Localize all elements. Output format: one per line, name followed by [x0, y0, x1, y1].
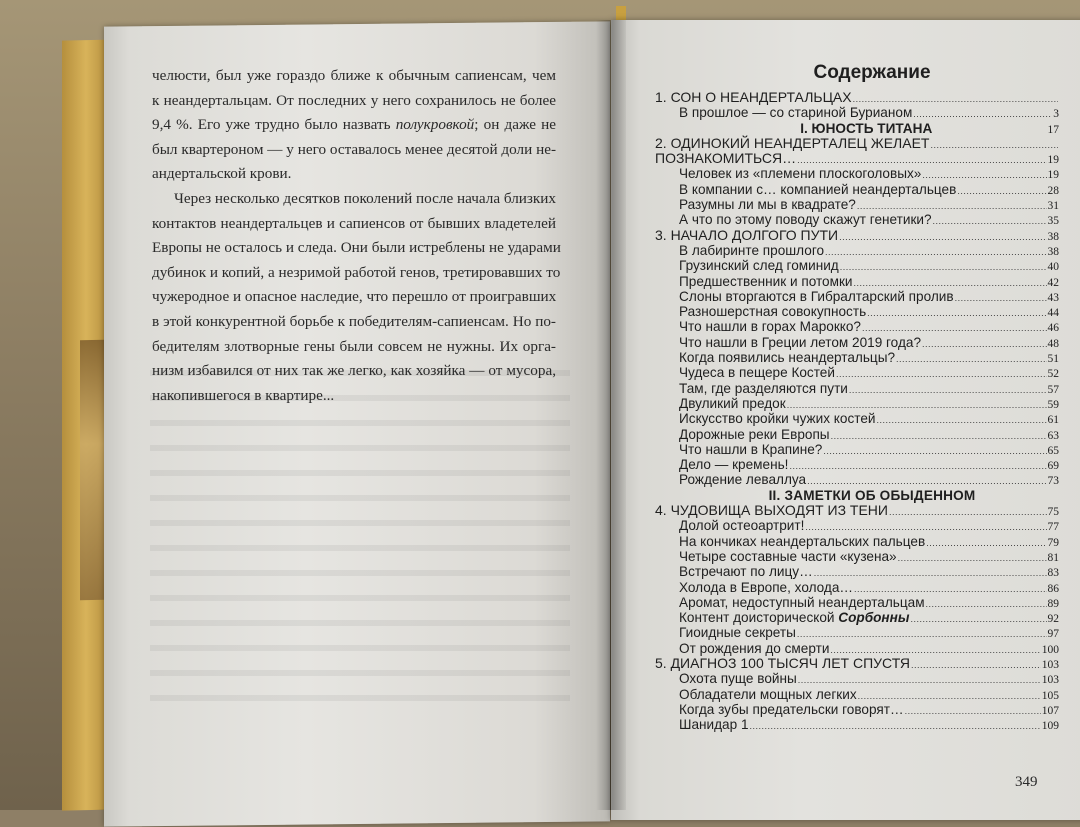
toc-page-number: 57: [1047, 383, 1059, 396]
toc-entry: [655, 687, 1059, 702]
toc-leader-dots: [839, 230, 1046, 245]
toc-page-number: 73: [1047, 475, 1059, 488]
toc-label: 2. ОДИНОКИЙ НЕАНДЕРТАЛЕЦ ЖЕЛАЕТ: [655, 134, 930, 151]
toc-entry: [655, 411, 1059, 426]
toc-leader-dots: [840, 260, 1047, 275]
toc-leader-dots: [896, 352, 1046, 367]
toc-page-number: 46: [1047, 322, 1059, 335]
toc-leader-dots: [926, 536, 1046, 551]
toc-list: [655, 90, 1059, 732]
toc-entry: [655, 427, 1059, 442]
toc-page-number: 28: [1047, 184, 1059, 197]
toc-label: Аромат, недоступный неандертальцам: [679, 594, 925, 610]
toc-label: В компании с… компанией неандертальцев: [679, 181, 957, 197]
toc-leader-dots: [823, 444, 1046, 459]
toc-page-number: 89: [1047, 597, 1059, 610]
toc-entry: [655, 381, 1059, 396]
toc-label: Грузинский след гоминид: [679, 258, 839, 274]
toc-label: Предшественник и потомки: [679, 273, 853, 289]
toc-page-number: 75: [1047, 506, 1059, 519]
toc-entry: [655, 396, 1059, 411]
toc-leader-dots: [910, 612, 1046, 627]
toc-label: Когда появились неандертальцы?: [679, 350, 896, 366]
text-line: Через несколько десятков поколений после начала близких: [174, 189, 557, 207]
toc-leader-dots: [836, 367, 1047, 382]
toc-label: Контент доисторической Сорбонны: [679, 610, 910, 626]
toc-leader-dots: [933, 214, 1047, 229]
toc-chapter: [655, 90, 1059, 105]
toc-entry: [655, 335, 1059, 350]
toc-entry: [655, 365, 1059, 380]
toc-leader-dots: [955, 291, 1047, 306]
toc-label: ПОЗНАКОМИТЬСЯ…: [655, 150, 797, 167]
toc-entry: [655, 641, 1059, 656]
toc-page-number: 61: [1047, 414, 1059, 427]
toc-leader-dots: [922, 337, 1047, 352]
toc-label: Там, где разделяются пути: [679, 380, 848, 396]
toc-page-number: 92: [1047, 613, 1059, 626]
toc-label: Гиоидные секреты: [679, 625, 796, 641]
toc-label: 4. ЧУДОВИЩА ВЫХОДЯТ ИЗ ТЕНИ: [655, 502, 888, 519]
toc-label: Слоны вторгаются в Гибралтарский пролив: [679, 288, 954, 304]
toc-entry: [655, 258, 1059, 273]
toc-label: Разношерстная совокупность: [679, 304, 867, 320]
toc-label: Искусство кройки чужих костей: [679, 411, 876, 427]
toc-page-number: 43: [1047, 291, 1059, 304]
toc-leader-dots: [926, 597, 1047, 612]
toc-entry: [655, 212, 1059, 227]
toc-page-number: 38: [1047, 245, 1059, 258]
table-of-contents: [655, 62, 1059, 732]
toc-entry: [655, 319, 1059, 334]
book-gutter: [596, 20, 626, 810]
toc-leader-dots: [957, 184, 1046, 199]
toc-page-number: 35: [1047, 215, 1059, 228]
toc-label: На кончиках неандертальских пальцев: [679, 533, 926, 549]
toc-page-number: 51: [1047, 353, 1059, 366]
toc-page-number: 40: [1047, 261, 1059, 274]
toc-page-number: 42: [1047, 276, 1059, 289]
toc-entry: [655, 518, 1059, 533]
toc-page-number: 48: [1047, 337, 1059, 350]
toc-label: 3. НАЧАЛО ДОЛГОГО ПУТИ: [655, 226, 839, 243]
toc-label: Двуликий предок: [679, 395, 786, 411]
toc-leader-dots: [889, 505, 1047, 520]
toc-entry: [655, 197, 1059, 212]
left-page-text: [152, 64, 561, 408]
toc-label: Обладатели мощных легких: [679, 686, 857, 702]
toc-entry: [655, 610, 1059, 625]
toc-leader-dots: [898, 551, 1047, 566]
toc-label: Рождение леваллуа: [679, 472, 807, 488]
toc-page-number: 81: [1047, 551, 1059, 564]
text-line: контактов неандертальцев и сапиенсов от бывших владетелей: [152, 214, 556, 232]
toc-page-number: 103: [1041, 674, 1059, 687]
toc-page-number: 59: [1047, 398, 1059, 411]
toc-page-number: 38: [1047, 230, 1059, 243]
toc-part-heading: II. ЗАМЕТКИ ОБ ОБЫДЕННОМ: [768, 487, 976, 503]
text-line: чужеродное и опасное наследие, что перешло от проигравших: [152, 288, 557, 306]
toc-label: 5. ДИАГНОЗ 100 ТЫСЯЧ ЛЕТ СПУСТЯ: [655, 654, 911, 671]
italic-word: Сорбонны: [838, 610, 910, 626]
toc-leader-dots: [930, 138, 1058, 153]
toc-label: Когда зубы предательски говорят…: [679, 701, 904, 717]
toc-leader-dots: [867, 306, 1046, 321]
toc-entry: [655, 671, 1059, 686]
toc-page-number: 103: [1041, 658, 1059, 671]
toc-page-number: 83: [1047, 567, 1059, 580]
text-line: к неандертальцам. От последних у него сохранилось не более: [152, 91, 556, 109]
toc-label: В прошлое — со стариной Бурианом: [679, 105, 913, 121]
toc-entry: [655, 625, 1059, 640]
toc-page-number: 107: [1041, 704, 1059, 717]
toc-page-number: 79: [1047, 536, 1059, 549]
toc-page-number: 3: [1053, 108, 1059, 121]
toc-page-number: 52: [1047, 368, 1059, 381]
toc-label: Дорожные реки Европы: [679, 426, 830, 442]
toc-page-number: 77: [1047, 521, 1059, 534]
toc-page-number: 19: [1047, 169, 1059, 182]
toc-leader-dots: [905, 704, 1041, 719]
toc-page-number: 63: [1047, 429, 1059, 442]
toc-chapter: [655, 136, 1059, 151]
toc-page-number: 86: [1047, 582, 1059, 595]
toc-page-number: 65: [1047, 444, 1059, 457]
text-line: 9,4 %. Его уже трудно было назвать полукровкой; он даже не: [152, 116, 557, 134]
toc-label: Что нашли в горах Марокко?: [679, 319, 861, 335]
toc-entry: [655, 595, 1059, 610]
toc-entry: [655, 580, 1059, 595]
toc-leader-dots: [849, 383, 1047, 398]
text-line: низм избавился от них так же легко, как хозяйка — от мусора,: [152, 362, 556, 380]
toc-label: I. ЮНОСТЬ ТИТАНА: [800, 120, 933, 136]
toc-entry: [655, 472, 1059, 487]
toc-label: Шанидар 1: [679, 717, 749, 733]
toc-label: Четыре составные части «кузена»: [679, 548, 897, 564]
toc-entry: [655, 457, 1059, 472]
toc-entry: [655, 105, 1059, 120]
toc-page-number: 44: [1047, 307, 1059, 320]
toc-leader-dots: [825, 245, 1046, 260]
toc-leader-dots: [831, 429, 1047, 444]
toc-page-number: 105: [1041, 689, 1059, 702]
toc-entry: [655, 166, 1059, 181]
toc-leader-dots: [797, 627, 1047, 642]
toc-label: 1. СОН О НЕАНДЕРТАЛЬЦАХ: [655, 89, 852, 105]
toc-label: Холода в Европе, холода…: [679, 579, 854, 595]
toc-label: Что нашли в Греции летом 2019 года?: [679, 334, 921, 350]
text-line: Европы не осталось и следа. Они были истреблены не ударами: [152, 239, 561, 257]
toc-entry: [655, 564, 1059, 579]
toc-page-number: 69: [1047, 460, 1059, 473]
toc-label: Что нашли в Крапине?: [679, 441, 823, 457]
toc-entry: [655, 289, 1059, 304]
toc-leader-dots: [750, 719, 1041, 734]
toc-entry: [655, 549, 1059, 564]
toc-entry: [655, 243, 1059, 258]
toc-page-number: 31: [1047, 200, 1059, 213]
text-line: накопившегося в квартире...: [152, 386, 335, 404]
toc-label: Охота пуще войны: [679, 671, 797, 687]
toc-entry: [655, 702, 1059, 717]
toc-label: Встречают по лицу…: [679, 564, 813, 580]
toc-entry: [655, 717, 1059, 732]
toc-entry: [655, 534, 1059, 549]
toc-label: Чудеса в пещере Костей: [679, 365, 835, 381]
toc-leader-dots: [911, 658, 1041, 673]
text-line: был квартероном — у него оставалось менее десятой доли не-: [152, 140, 556, 158]
toc-label: Долой остеоартрит!: [679, 518, 805, 534]
page-number: 349: [1015, 774, 1038, 790]
toc-page-number: 19: [1047, 154, 1059, 167]
toc-entry: [655, 182, 1059, 197]
toc-chapter: [655, 503, 1059, 518]
toc-label: А что по этому поводу скажут генетики?: [679, 212, 932, 228]
toc-title: Содержание: [813, 62, 931, 83]
text-line: челюсти, был уже гораздо ближе к обычным сапиенсам, чем: [152, 67, 556, 84]
toc-page-number: 100: [1041, 643, 1059, 656]
toc-label: В лабиринте прошлого: [679, 242, 825, 258]
bleed-through-text: [150, 370, 570, 720]
toc-entry: [655, 304, 1059, 319]
toc-page-number: 109: [1041, 720, 1059, 733]
toc-label: От рождения до смерти: [679, 640, 830, 656]
text-line: бедителям злотворные гены были совсем не нужны. Их орга-: [152, 337, 556, 355]
toc-chapter: [655, 151, 1059, 166]
text-line: в этой конкурентной борьбе к победителям-сапиенсам. Но по-: [152, 312, 556, 330]
toc-entry: [655, 442, 1059, 457]
toc-label: Дело — кремень!: [679, 457, 789, 473]
text-line: андертальской крови.: [152, 165, 292, 183]
toc-part-heading: [655, 121, 1059, 136]
toc-chapter: [655, 656, 1059, 671]
toc-label: Разумны ли мы в квадрате?: [679, 197, 856, 213]
toc-entry: [655, 350, 1059, 365]
toc-page-number: 17: [1047, 123, 1059, 136]
text-line: дубинок и копий, а незримой работой генов, третировавших то: [152, 263, 561, 281]
toc-leader-dots: [789, 459, 1046, 474]
italic-word: полукровкой: [395, 116, 475, 134]
toc-leader-dots: [877, 413, 1047, 428]
toc-page-number: 97: [1047, 628, 1059, 641]
toc-entry: [655, 274, 1059, 289]
toc-chapter: [655, 228, 1059, 243]
toc-label: Человек из «племени плоскоголовых»: [679, 166, 922, 182]
